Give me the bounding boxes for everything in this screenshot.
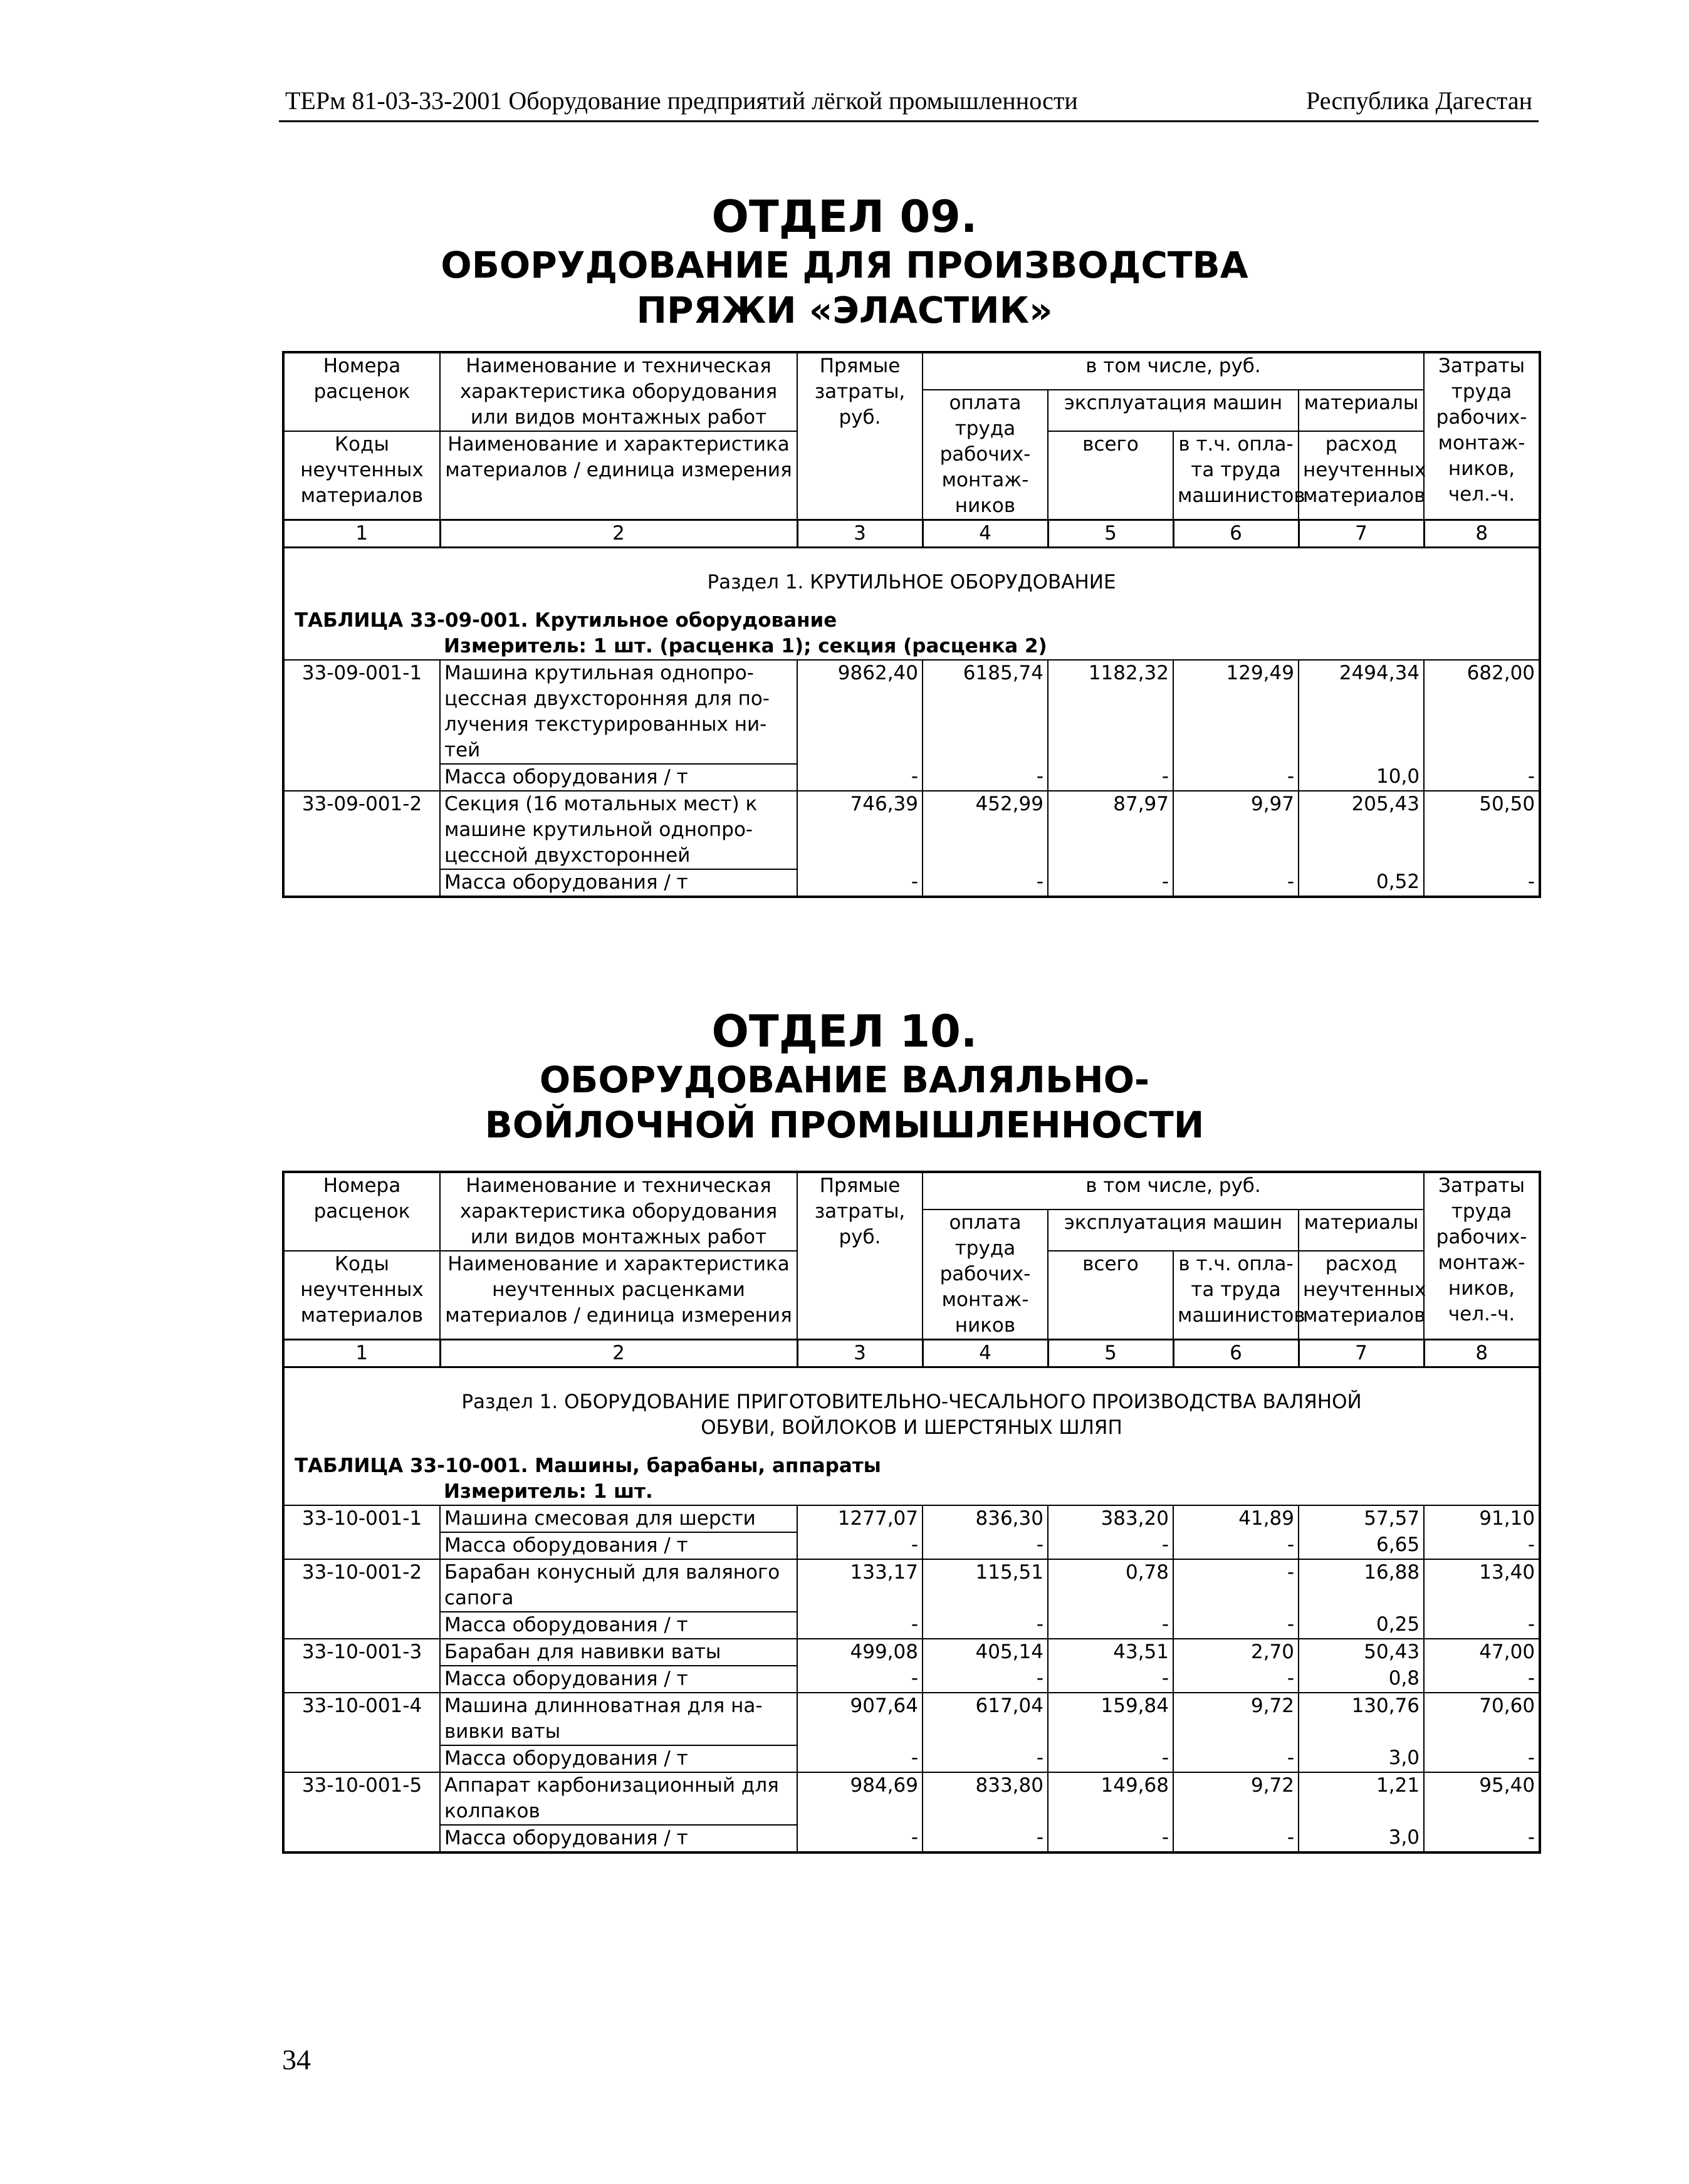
value-cell: 95,40: [1424, 1772, 1540, 1825]
table-title: ТАБЛИЦА 33-10-001. Машины, барабаны, аппараты: [295, 1455, 881, 1477]
value-cell: 452,99: [923, 791, 1048, 869]
col-number: 4: [923, 1340, 1048, 1367]
mass-value-cell: 3,0: [1299, 1825, 1424, 1852]
value-cell: 617,04: [923, 1693, 1048, 1745]
value-cell: 13,40: [1424, 1559, 1540, 1612]
value-cell: 129,49: [1173, 660, 1299, 764]
mass-value-cell: 0,8: [1299, 1666, 1424, 1693]
col-number: 2: [440, 1340, 797, 1367]
mass-value-cell: -: [1048, 869, 1173, 897]
col-header-operator-wages: в т.ч. опла-та труда машинистов: [1173, 431, 1299, 520]
mass-value-cell: -: [1527, 765, 1535, 788]
mass-value-cell: -: [1048, 1666, 1173, 1693]
value-cell: 0,78: [1048, 1559, 1173, 1612]
value-cell: 133,17: [797, 1559, 923, 1612]
value-cell: 2,70: [1173, 1639, 1299, 1666]
mass-row: [283, 1745, 1540, 1772]
value-cell: 9,72: [1173, 1772, 1299, 1825]
rate-code: 33-10-001-3: [283, 1639, 440, 1693]
mass-value-cell: -: [1048, 1825, 1173, 1852]
mass-value-cell: -: [1173, 1612, 1299, 1639]
item-name: Барабан конусный для валяного сапога: [440, 1559, 797, 1612]
table-row: [283, 1505, 1540, 1532]
col-number: 7: [1299, 520, 1424, 548]
col-header-labor: Затраты труда рабочих-монтаж-ников, чел.-ч.: [1424, 1172, 1540, 1340]
mass-value-cell: -: [923, 1825, 1048, 1852]
mass-label: Масса оборудования / т: [440, 1745, 797, 1772]
razdel-title: Раздел 1. КРУТИЛЬНОЕ ОБОРУДОВАНИЕ: [283, 548, 1540, 609]
mass-label: Масса оборудования / т: [440, 764, 797, 791]
col-header-total: всего: [1048, 431, 1173, 520]
col-number: 1: [283, 1340, 440, 1367]
mass-value-cell: -: [923, 1532, 1048, 1559]
rate-code: 33-09-001-1: [283, 660, 440, 791]
mass-value-cell: -: [1173, 1532, 1299, 1559]
table-row: [283, 1639, 1540, 1666]
table-row: [283, 1693, 1540, 1745]
mass-value-cell: -: [797, 1612, 923, 1639]
mass-value-cell: -: [797, 1745, 923, 1772]
mass-value-cell: -: [1048, 1532, 1173, 1559]
mass-value-cell: -: [923, 1745, 1048, 1772]
mass-value-cell: -: [1048, 1745, 1173, 1772]
section-09-heading: [0, 191, 1689, 333]
col-header-machines: эксплуатация машин: [1048, 390, 1299, 431]
col-number: 1: [283, 520, 440, 548]
table-row: [283, 660, 1540, 764]
value-cell: 130,76: [1299, 1693, 1424, 1745]
mass-value-cell: -: [797, 1532, 923, 1559]
col-header-material-usage: расход неучтенных материалов: [1299, 1251, 1424, 1340]
col-header-including: в том числе, руб.: [923, 352, 1424, 390]
mass-value-cell: 0,52: [1299, 869, 1424, 897]
running-header: [279, 81, 1539, 122]
mass-label: Масса оборудования / т: [440, 1532, 797, 1559]
value-cell: 43,51: [1048, 1639, 1173, 1666]
value-cell: 16,88: [1299, 1559, 1424, 1612]
value-cell: 1277,07: [797, 1505, 923, 1532]
rate-code: 33-10-001-2: [283, 1559, 440, 1639]
mass-value-cell: -: [797, 869, 923, 897]
rate-code: 33-10-001-1: [283, 1505, 440, 1559]
value-cell: 149,68: [1048, 1772, 1173, 1825]
value-cell: 499,08: [797, 1639, 923, 1666]
section-10-heading: [0, 1006, 1689, 1147]
value-cell: 9,72: [1173, 1693, 1299, 1745]
col-header-materials: материалы: [1299, 390, 1424, 431]
mass-value-cell: -: [1173, 1745, 1299, 1772]
col-number: 8: [1424, 1340, 1540, 1367]
col-number: 3: [797, 520, 923, 548]
mass-row: [283, 1612, 1540, 1639]
mass-row: [283, 869, 1540, 897]
mass-value-cell: -: [1173, 764, 1299, 791]
col-header-including: в том числе, руб.: [923, 1172, 1424, 1210]
mass-value-cell: -: [797, 1825, 923, 1852]
mass-label: Масса оборудования / т: [440, 1612, 797, 1639]
col-header-materials: материалы: [1299, 1210, 1424, 1251]
value-cell: 1182,32: [1048, 660, 1173, 764]
mass-label: Масса оборудования / т: [440, 1666, 797, 1693]
col-number: 7: [1299, 1340, 1424, 1367]
col-number: 3: [797, 1340, 923, 1367]
section-10-title: ОБОРУДОВАНИЕ ВАЛЯЛЬНО-ВОЙЛОЧНОЙ ПРОМЫШЛЕННОСТИ: [484, 1058, 1205, 1146]
razdel-title: Раздел 1. ОБОРУДОВАНИЕ ПРИГОТОВИТЕЛЬНО-ЧЕСАЛЬНОГО ПРОИЗВОДСТВА ВАЛЯНОЙ ОБУВИ, ВОЙЛОКОВ И ШЕРСТЯНЫХ ШЛЯП: [283, 1367, 1540, 1454]
col-header-operator-wages: в т.ч. опла-та труда машинистов: [1173, 1251, 1299, 1340]
mass-value-cell: -: [1527, 1613, 1535, 1636]
mass-value-cell: -: [1527, 870, 1535, 893]
item-name: Барабан для навивки ваты: [440, 1639, 797, 1666]
rate-code: 33-10-001-5: [283, 1772, 440, 1852]
mass-value-cell: -: [923, 764, 1048, 791]
value-cell: 836,30: [923, 1505, 1048, 1532]
item-name: Машина смесовая для шерсти: [440, 1505, 797, 1532]
col-header-material-codes: Коды неучтенных материалов: [283, 431, 440, 520]
value-cell: 47,00: [1424, 1639, 1540, 1666]
table-row: [283, 791, 1540, 869]
table-title: ТАБЛИЦА 33-09-001. Крутильное оборудование: [295, 609, 837, 632]
col-header-material-name: Наименование и характеристика материалов / единица измерения: [440, 431, 797, 520]
col-header-name: Наименование и техническая характеристика оборудования или видов монтажных работ: [440, 1172, 797, 1251]
table-33-10: [282, 1171, 1541, 1854]
value-cell: 2494,34: [1299, 660, 1424, 764]
value-cell: 91,10: [1424, 1505, 1540, 1532]
col-number: 5: [1048, 1340, 1173, 1367]
col-header-wages: оплата труда рабочих-монтаж-ников: [923, 1210, 1048, 1340]
value-cell: -: [1173, 1559, 1299, 1612]
value-cell: 9,97: [1173, 791, 1299, 869]
mass-value-cell: -: [923, 1612, 1048, 1639]
value-cell: 907,64: [797, 1693, 923, 1745]
mass-value-cell: -: [1173, 869, 1299, 897]
col-number: 6: [1173, 520, 1299, 548]
col-header-codes: Номера расценок: [283, 1172, 440, 1251]
section-09-title: ОБОРУДОВАНИЕ ДЛЯ ПРОИЗВОДСТВА ПРЯЖИ «ЭЛАСТИК»: [441, 244, 1248, 332]
item-name: Машина крутильная однопро-цессная двухсторонняя для по-лучения текстурированных ни-тей: [440, 660, 797, 764]
mass-row: [283, 764, 1540, 791]
col-number: 4: [923, 520, 1048, 548]
item-name: Секция (16 мотальных мест) к машине крутильной однопро-цессной двухсторонней: [440, 791, 797, 869]
mass-value-cell: -: [1527, 1534, 1535, 1556]
mass-value-cell: -: [923, 869, 1048, 897]
mass-value-cell: -: [923, 1666, 1048, 1693]
col-header-codes: Номера расценок: [283, 352, 440, 431]
col-header-wages: оплата труда рабочих-монтаж-ников: [923, 390, 1048, 520]
table-33-09: [282, 351, 1541, 898]
header-region: Республика Дагестан: [1306, 86, 1532, 115]
mass-value-cell: -: [797, 1666, 923, 1693]
value-cell: 833,80: [923, 1772, 1048, 1825]
value-cell: 682,00: [1424, 660, 1540, 764]
value-cell: 115,51: [923, 1559, 1048, 1612]
mass-row: [283, 1825, 1540, 1852]
mass-value-cell: -: [1048, 1612, 1173, 1639]
measure-unit: Измеритель: 1 шт. (расценка 1); секция (расценка 2): [444, 635, 1047, 657]
header-document-title: ТЕРм 81-03-33-2001 Оборудование предприятий лёгкой промышленности: [285, 86, 1078, 115]
mass-value-cell: -: [1048, 764, 1173, 791]
table-row: [283, 1559, 1540, 1612]
value-cell: 9862,40: [797, 660, 923, 764]
mass-value-cell: -: [797, 764, 923, 791]
value-cell: 1,21: [1299, 1772, 1424, 1825]
value-cell: 405,14: [923, 1639, 1048, 1666]
table-row: [283, 1772, 1540, 1825]
col-header-material-codes: Коды неучтенных материалов: [283, 1251, 440, 1340]
item-name: Машина длинноватная для на-вивки ваты: [440, 1693, 797, 1745]
value-cell: 87,97: [1048, 791, 1173, 869]
page-number: 34: [282, 2044, 311, 2076]
mass-row: [283, 1666, 1540, 1693]
rate-code: 33-10-001-4: [283, 1693, 440, 1772]
value-cell: 383,20: [1048, 1505, 1173, 1532]
rate-code: 33-09-001-2: [283, 791, 440, 897]
col-number: 8: [1424, 520, 1540, 548]
mass-value-cell: -: [1173, 1666, 1299, 1693]
value-cell: 984,69: [797, 1772, 923, 1825]
value-cell: 41,89: [1173, 1505, 1299, 1532]
col-header-total: всего: [1048, 1251, 1173, 1340]
mass-row: [283, 1532, 1540, 1559]
value-cell: 50,43: [1299, 1639, 1424, 1666]
measure-unit: Измеритель: 1 шт.: [444, 1480, 653, 1503]
col-number: 2: [440, 520, 797, 548]
col-header-direct-costs: Прямые затраты, руб.: [797, 352, 923, 520]
mass-value-cell: 6,65: [1299, 1532, 1424, 1559]
value-cell: 50,50: [1424, 791, 1540, 869]
value-cell: 6185,74: [923, 660, 1048, 764]
value-cell: 746,39: [797, 791, 923, 869]
value-cell: 205,43: [1299, 791, 1424, 869]
col-header-name: Наименование и техническая характеристика оборудования или видов монтажных работ: [440, 352, 797, 431]
value-cell: 57,57: [1299, 1505, 1424, 1532]
col-header-direct-costs: Прямые затраты, руб.: [797, 1172, 923, 1340]
col-number: 6: [1173, 1340, 1299, 1367]
col-header-material-name: Наименование и характеристика неучтенных расценками материалов / единица измерения: [440, 1251, 797, 1340]
mass-value-cell: -: [1527, 1747, 1535, 1769]
mass-value-cell: -: [1173, 1825, 1299, 1852]
mass-label: Масса оборудования / т: [440, 869, 797, 897]
mass-value-cell: 3,0: [1299, 1745, 1424, 1772]
col-number: 5: [1048, 520, 1173, 548]
col-header-machines: эксплуатация машин: [1048, 1210, 1299, 1251]
mass-value-cell: -: [1527, 1826, 1535, 1849]
section-10-number: ОТДЕЛ 10.: [711, 1006, 978, 1057]
value-cell: 70,60: [1424, 1693, 1540, 1745]
mass-value-cell: 0,25: [1299, 1612, 1424, 1639]
item-name: Аппарат карбонизационный для колпаков: [440, 1772, 797, 1825]
mass-value-cell: -: [1527, 1667, 1535, 1690]
col-header-labor: Затраты труда рабочих-монтаж-ников, чел.-ч.: [1424, 352, 1540, 520]
col-header-material-usage: расход неучтенных материалов: [1299, 431, 1424, 520]
section-09-number: ОТДЕЛ 09.: [711, 191, 978, 243]
value-cell: 159,84: [1048, 1693, 1173, 1745]
mass-label: Масса оборудования / т: [440, 1825, 797, 1852]
mass-value-cell: 10,0: [1299, 764, 1424, 791]
